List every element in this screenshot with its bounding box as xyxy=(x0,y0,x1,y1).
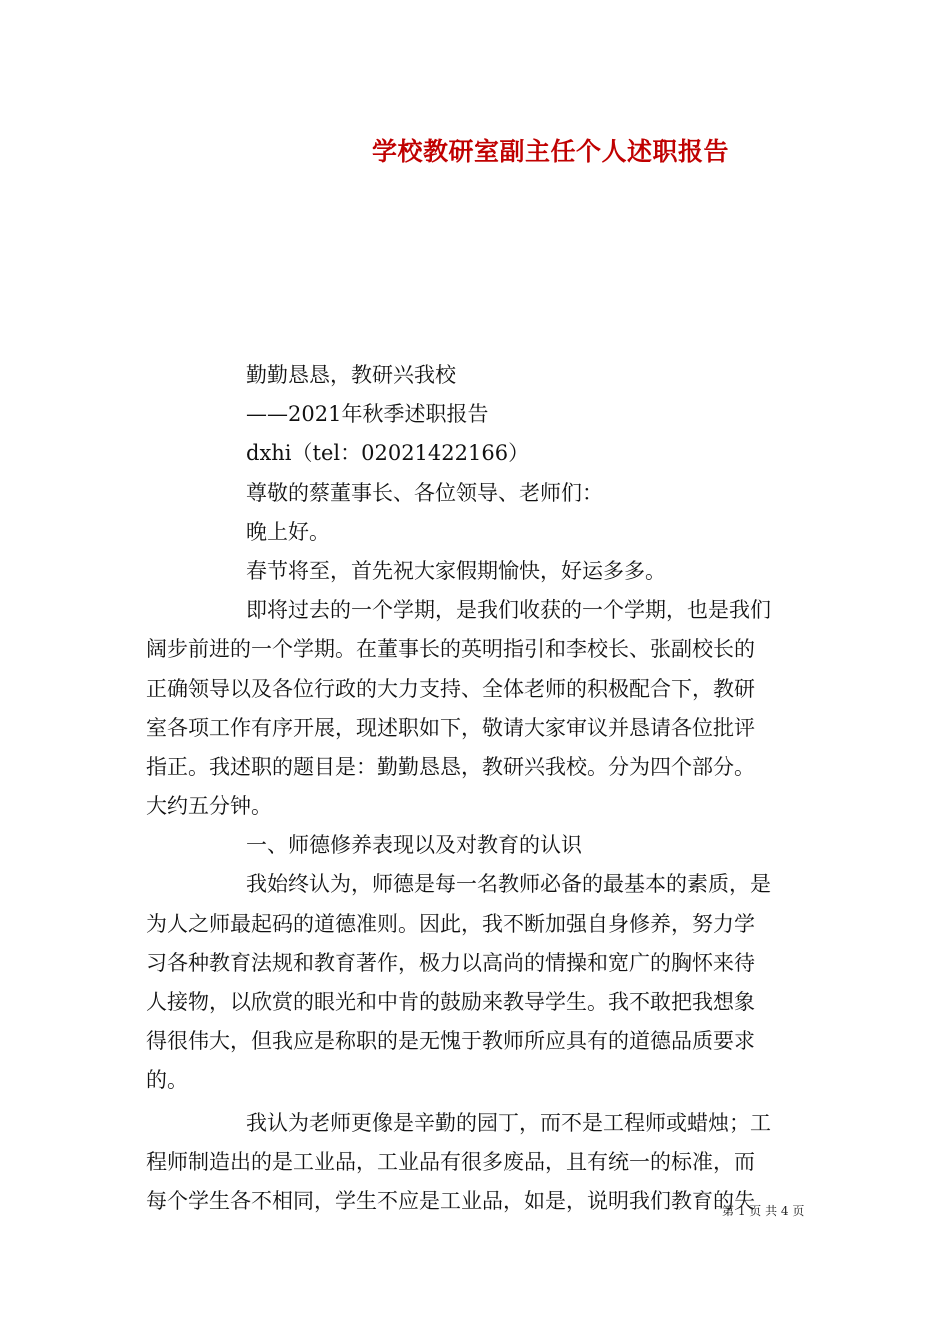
paragraph-line: 阔步前进的一个学期。在董事长的英明指引和李校长、张副校长的 xyxy=(146,637,755,662)
page-number-footer: 第 1 页 共 4 页 xyxy=(722,1204,805,1218)
paragraph-line: 的。 xyxy=(146,1068,188,1093)
document-title: 学校教研室副主任个人述职报告 xyxy=(372,137,730,166)
paragraph-line: 为人之师最起码的道德准则。因此，我不断加强自身修养，努力学 xyxy=(146,911,755,936)
paragraph-line: 每个学生各不相同，学生不应是工业品，如是，说明我们教育的失 xyxy=(146,1188,755,1213)
paragraph-line: 大约五分钟。 xyxy=(146,794,272,819)
paragraph-line: 习各种教育法规和教育著作，极力以高尚的情操和宽广的胸怀来待 xyxy=(146,950,755,975)
paragraph-line: 人接物，以欣赏的眼光和中肯的鼓励来教导学生。我不敢把我想象 xyxy=(146,990,755,1014)
wish-line: 春节将至，首先祝大家假期愉快，好运多多。 xyxy=(246,558,666,583)
paragraph-line: 即将过去的一个学期，是我们收获的一个学期，也是我们 xyxy=(246,598,771,623)
paragraph-line: 我始终认为，师德是每一名教师必备的最基本的素质，是 xyxy=(246,872,771,897)
contact-line: dxhi（tel：02021422166） xyxy=(246,441,530,466)
paragraph-line: 室各项工作有序开展，现述职如下，敬请大家审议并恳请各位批评 xyxy=(146,715,755,740)
document-body xyxy=(146,356,808,1221)
paragraph-line: 程师制造出的是工业品，工业品有很多废品，且有统一的标准，而 xyxy=(146,1149,755,1174)
paragraph-line: 我认为老师更像是辛勤的园丁，而不是工程师或蜡烛；工 xyxy=(246,1110,771,1135)
report-date-line: ——2021年秋季述职报告 xyxy=(246,402,489,427)
greeting-line: 晚上好。 xyxy=(246,519,330,544)
paragraph-intro xyxy=(146,591,808,826)
paragraph-gardener xyxy=(146,1104,808,1222)
section-heading: 一、师德修养表现以及对教育的认识 xyxy=(246,833,582,858)
paragraph-line: 正确领导以及各位行政的大力支持、全体老师的积极配合下，教研 xyxy=(146,676,755,701)
salutation-line: 尊敬的蔡董事长、各位领导、老师们： xyxy=(246,480,603,505)
paragraph-ethics xyxy=(146,865,808,1100)
paragraph-line: 指正。我述职的题目是：勤勤恳恳，教研兴我校。分为四个部分。 xyxy=(146,754,755,779)
subtitle-line: 勤勤恳恳，教研兴我校 xyxy=(246,363,456,387)
paragraph-line: 得很伟大，但我应是称职的是无愧于教师所应具有的道德品质要求 xyxy=(146,1029,755,1054)
